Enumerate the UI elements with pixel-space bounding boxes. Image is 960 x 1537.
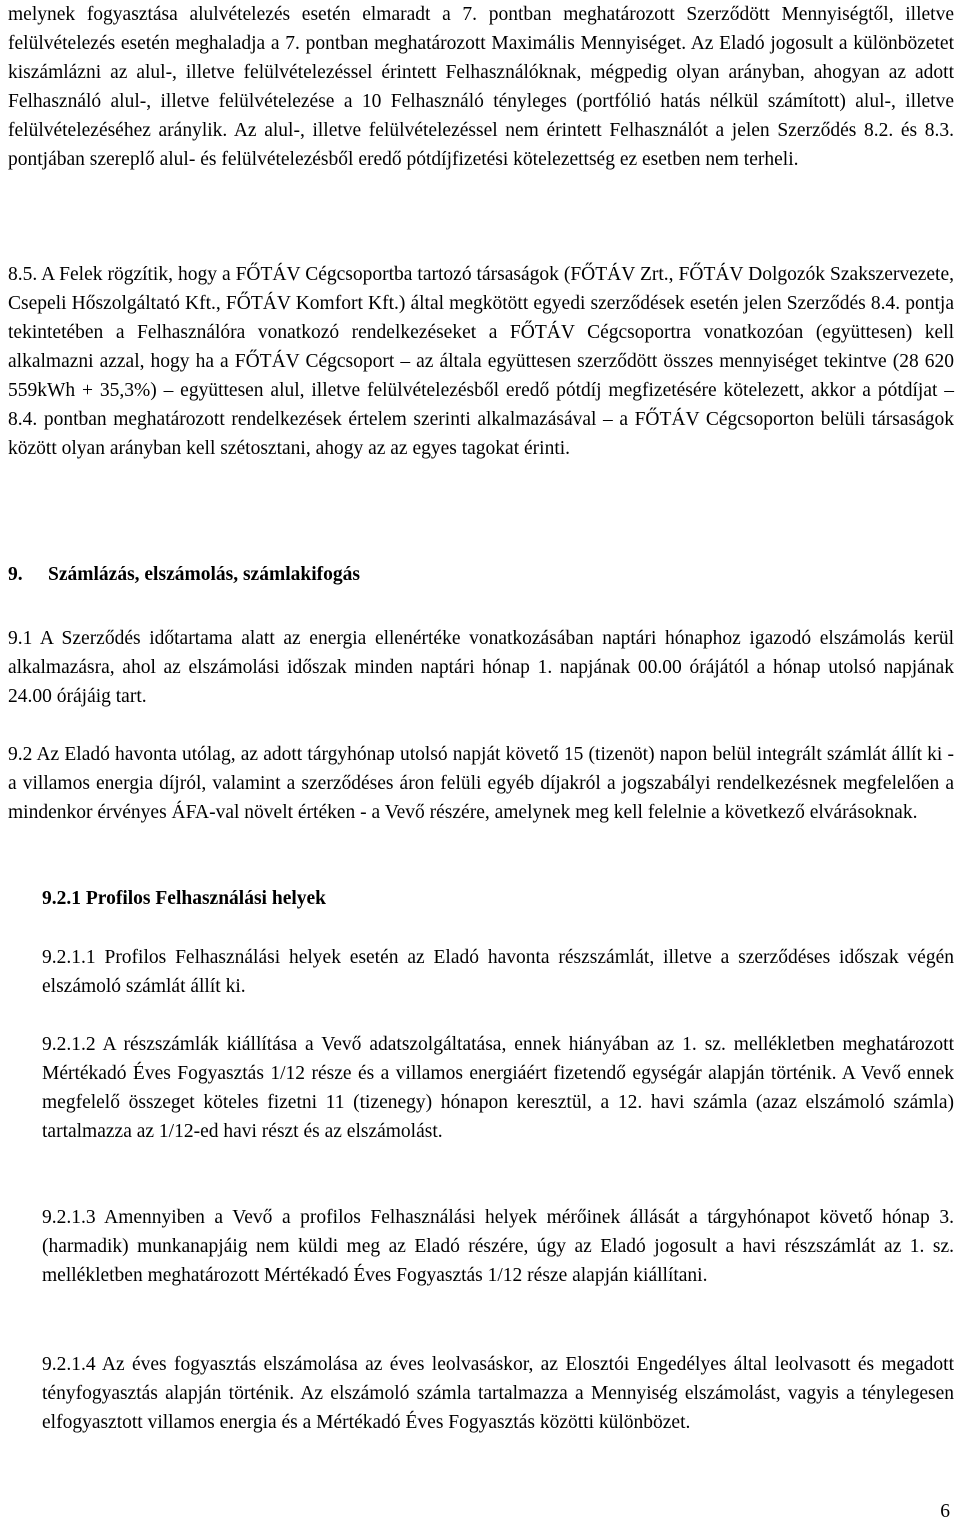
section-heading-9 [8,560,360,589]
paragraph-8-5: 8.5. A Felek rögzítik, hogy a FŐTÁV Cégcsoportba tartozó társaságok (FŐTÁV Zrt., FŐTÁV Dolgozók Szakszervezete, Csepeli Hőszolgáltató Kft., FŐTÁV Komfort Kft.) által megkötött egyedi szerződések esetén jelen Szerződés 8.4. pontja tekintetében a Felhasználóra vonatkozó rendelkezéseket a FŐTÁV Cégcsoportra vonatkozóan (együttesen) kell alkalmazni azzal, hogy ha a FŐTÁV Cégcsoport – az általa együttesen szerződött összes mennyiséget tekintve (28 620 559kWh + 35,3%) – együttesen alul, illetve felülvételezésből eredő pótdíj megfizetésére kötelezett, akkor a pótdíjat – 8.4. pontban meghatározott rendelkezések értelem szerinti alkalmazásával – a FŐTÁV Cégcsoporton belüli társaságok között olyan arányban kell szétosztani, ahogy az az egyes tagokat érinti. [8,264,954,459]
paragraph-9-2: 9.2 Az Eladó havonta utólag, az adott tárgyhónap utolsó napját követő 15 (tizenöt) napon belül integrált számlát állít ki - a villamos energia díjról, valamint a szerződéses áron felüli egyéb díjakról a jogszabályi rendelkezésnek megfelelően a mindenkor érvényes ÁFA-val növelt értéken - a Vevő részére, amelynek meg kell felelnie a következő elvárásoknak. [8,744,954,823]
page-number: 6 [940,1501,950,1522]
section-title: Számlázás, elszámolás, számlakifogás [48,564,360,585]
paragraph-8-4-continuation: melynek fogyasztása alulvételezés esetén elmaradt a 7. pontban meghatározott Szerződött Mennyiségtől, illetve felülvételezés esetén meghaladja a 7. pontban meghatározott Maximális Mennyiséget. Az Eladó jogosult a különbözetet kiszámlázni az alul-, illetve felülvételezéssel érintett Felhasználóknak, mégpedig olyan arányban, ahogyan az adott Felhasználó alul-, illetve felülvételezése a 10 Felhasználó tényleges (portfólió hatás nélkül számított) alul-, illetve felülvételezéséhez aránylik. Az alul-, illetve felülvételezéssel nem érintett Felhasználót a jelen Szerződés 8.2. és 8.3. pontjában szereplő alul- és felülvételezésből eredő pótdíjfizetési kötelezettség ez esetben nem terheli. [8,4,954,170]
paragraph-9-2-1-1: 9.2.1.1 Profilos Felhasználási helyek esetén az Eladó havonta részszámlát, illetve a szerződéses időszak végén elszámoló számlát állít ki. [42,947,954,997]
paragraph-9-1: 9.1 A Szerződés időtartama alatt az energia ellenértéke vonatkozásában naptári hónaphoz igazodó elszámolás kerül alkalmazásra, ahol az elszámolási időszak minden naptári hónap 1. napjának 00.00 órájától a hónap utolsó napjának 24.00 órájáig tart. [8,628,954,707]
paragraph-9-2-1-3: 9.2.1.3 Amennyiben a Vevő a profilos Felhasználási helyek mérőinek állását a tárgyhónapot követő hónap 3. (harmadik) munkanapjáig nem küldi meg az Eladó részére, úgy az Eladó jogosult a havi részszámlát az 1. sz. mellékletben meghatározott Mértékadó Éves Fogyasztás 1/12 része alapján kiállítani. [42,1207,954,1286]
section-number: 9. [8,564,23,585]
paragraph-9-2-1-4: 9.2.1.4 Az éves fogyasztás elszámolása az éves leolvasáskor, az Elosztói Engedélyes által leolvasott és megadott tényfogyasztás alapján történik. Az elszámoló számla tartalmazza a Mennyiség elszámolást, vagyis a ténylegesen elfogyasztott villamos energia és a Mértékadó Éves Fogyasztás közötti különbözet. [42,1354,954,1433]
paragraph-9-2-1-2: 9.2.1.2 A részszámlák kiállítása a Vevő adatszolgáltatása, ennek hiányában az 1. sz. mellékletben meghatározott Mértékadó Éves Fogyasztás 1/12 része és a villamos energiáért fizetendő egységár alapján történik. A Vevő ennek megfelelő összeget köteles fizetni 11 (tizenegy) hónapon keresztül, a 12. havi számla (azaz elszámoló számla) tartalmazza az 1/12-ed havi részt és az elszámolást. [42,1034,954,1142]
subsection-heading-9-2-1: 9.2.1 Profilos Felhasználási helyek [42,888,327,909]
